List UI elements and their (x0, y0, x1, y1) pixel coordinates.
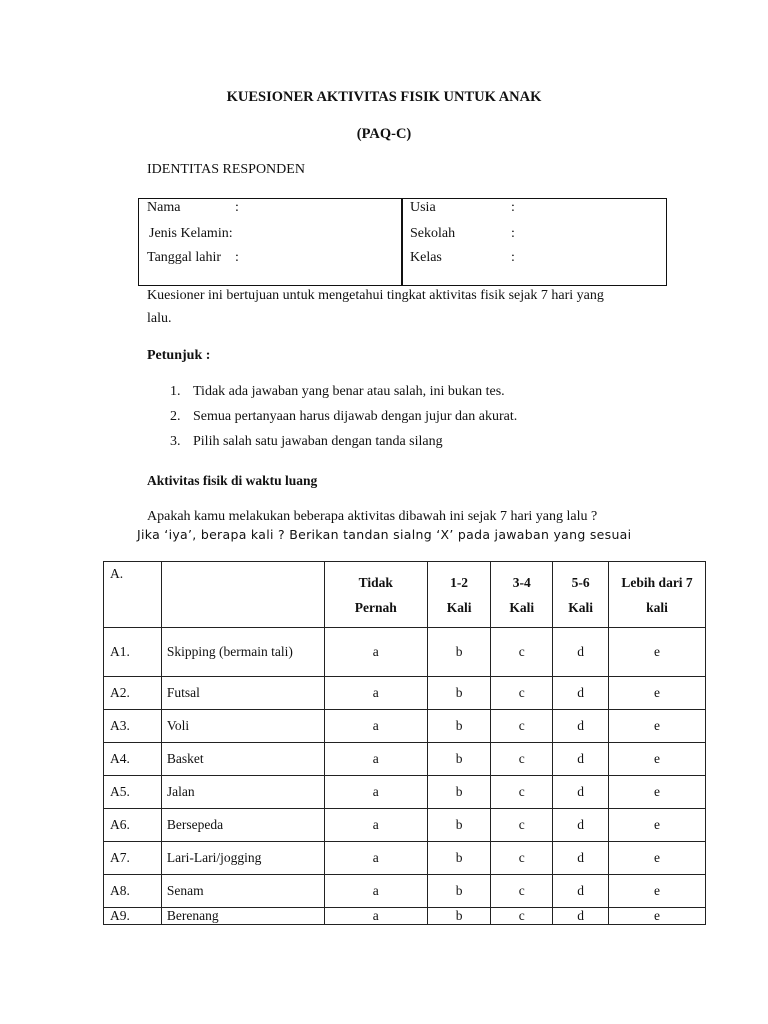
option-d-cell[interactable]: d (553, 677, 609, 710)
header-activity-cell (161, 562, 324, 628)
gender-label: Jenis Kelamin: (149, 226, 233, 241)
header-bottom: Kali (509, 599, 535, 615)
row-activity: Voli (161, 710, 324, 743)
instruction-number: 2. (170, 409, 181, 424)
header-bottom: Kali (568, 599, 594, 615)
option-e-cell[interactable]: e (609, 809, 706, 842)
section-a-question-2: Jika ‘iya’, berapa kali ? Berikan tandan sialng ‘X’ pada jawaban yang sesuai (137, 527, 632, 542)
row-activity: Bersepeda (161, 809, 324, 842)
option-a-cell[interactable]: a (324, 809, 427, 842)
row-code: A7. (104, 842, 162, 875)
table-row (104, 710, 706, 743)
option-b-cell[interactable]: b (427, 809, 491, 842)
section-a-question-1: Apakah kamu melakukan beberapa aktivitas dibawah ini sejak 7 hari yang lalu ? (147, 509, 598, 524)
row-activity: Jalan (161, 776, 324, 809)
school-label: Sekolah (410, 226, 456, 241)
option-e-cell[interactable]: e (609, 776, 706, 809)
option-e-cell[interactable]: e (609, 710, 706, 743)
option-b-cell[interactable]: b (427, 875, 491, 908)
row-activity: Basket (161, 743, 324, 776)
row-code: A2. (104, 677, 162, 710)
document-title: KUESIONER AKTIVITAS FISIK UNTUK ANAK (226, 89, 542, 105)
option-c-cell[interactable]: c (491, 842, 553, 875)
option-c-cell[interactable]: c (491, 776, 553, 809)
option-a-cell[interactable]: a (324, 908, 427, 925)
option-d-cell[interactable]: d (553, 710, 609, 743)
header-top: Lebih dari 7 (621, 574, 693, 590)
header-option-b (427, 562, 491, 628)
row-code: A5. (104, 776, 162, 809)
identity-box-divider (401, 199, 403, 285)
option-e-cell[interactable]: e (609, 908, 706, 925)
header-top: 3-4 (512, 574, 531, 590)
name-label: Nama (147, 200, 181, 215)
identity-section-heading: IDENTITAS RESPONDEN (147, 162, 305, 177)
section-a-heading: Aktivitas fisik di waktu luang (147, 473, 318, 488)
option-c-cell[interactable]: c (491, 908, 553, 925)
option-c-cell[interactable]: c (491, 809, 553, 842)
identity-box (138, 198, 667, 286)
table-row (104, 842, 706, 875)
option-b-cell[interactable]: b (427, 776, 491, 809)
option-a-cell[interactable]: a (324, 628, 427, 677)
option-d-cell[interactable]: d (553, 809, 609, 842)
birthdate-label: Tanggal lahir (147, 250, 222, 265)
option-c-cell[interactable]: c (491, 628, 553, 677)
instruction-text: Tidak ada jawaban yang benar atau salah, ini bukan tes. (193, 384, 505, 399)
row-activity: Futsal (161, 677, 324, 710)
header-option-d (553, 562, 609, 628)
school-colon: : (511, 226, 515, 241)
header-bottom: kali (646, 599, 668, 615)
option-b-cell[interactable]: b (427, 628, 491, 677)
instruction-text: Pilih salah satu jawaban dengan tanda silang (193, 434, 443, 449)
document-subtitle: (PAQ-C) (356, 126, 412, 142)
row-code: A9. (104, 908, 162, 925)
instruction-item (170, 409, 517, 425)
option-a-cell[interactable]: a (324, 842, 427, 875)
header-bottom: Kali (446, 599, 472, 615)
option-b-cell[interactable]: b (427, 743, 491, 776)
option-a-cell[interactable]: a (324, 776, 427, 809)
option-a-cell[interactable]: a (324, 743, 427, 776)
table-row (104, 743, 706, 776)
age-colon: : (511, 200, 515, 215)
option-b-cell[interactable]: b (427, 842, 491, 875)
row-activity: Lari-Lari/jogging (161, 842, 324, 875)
row-activity: Skipping (bermain tali) (161, 628, 324, 677)
table-row (104, 677, 706, 710)
option-d-cell[interactable]: d (553, 842, 609, 875)
option-d-cell[interactable]: d (553, 743, 609, 776)
option-b-cell[interactable]: b (427, 677, 491, 710)
option-c-cell[interactable]: c (491, 710, 553, 743)
option-b-cell[interactable]: b (427, 908, 491, 925)
option-c-cell[interactable]: c (491, 677, 553, 710)
age-label: Usia (410, 200, 436, 215)
option-e-cell[interactable]: e (609, 743, 706, 776)
option-d-cell[interactable]: d (553, 875, 609, 908)
header-option-c (491, 562, 553, 628)
header-option-e (609, 562, 706, 628)
header-code-cell: A. (104, 562, 162, 628)
birthdate-colon: : (235, 250, 239, 265)
option-b-cell[interactable]: b (427, 710, 491, 743)
option-c-cell[interactable]: c (491, 743, 553, 776)
option-e-cell[interactable]: e (609, 677, 706, 710)
row-activity: Berenang (161, 908, 324, 925)
instruction-item (170, 384, 505, 400)
table-row (104, 628, 706, 677)
header-top: 5-6 (571, 574, 590, 590)
row-code: A4. (104, 743, 162, 776)
option-e-cell[interactable]: e (609, 875, 706, 908)
intro-line-2: lalu. (147, 311, 172, 326)
option-e-cell[interactable]: e (609, 628, 706, 677)
header-option-a (324, 562, 427, 628)
option-d-cell[interactable]: d (553, 628, 609, 677)
row-code: A8. (104, 875, 162, 908)
table-row (104, 776, 706, 809)
table-header-row (104, 562, 706, 628)
intro-line-1: Kuesioner ini bertujuan untuk mengetahui tingkat aktivitas fisik sejak 7 hari yang (147, 288, 604, 303)
option-e-cell[interactable]: e (609, 842, 706, 875)
option-d-cell[interactable]: d (553, 776, 609, 809)
instruction-item (170, 434, 443, 450)
instructions-heading: Petunjuk : (147, 348, 211, 363)
class-label: Kelas (410, 250, 442, 265)
row-code: A1. (104, 628, 162, 677)
table-row (104, 908, 706, 925)
option-a-cell[interactable]: a (324, 677, 427, 710)
header-top: 1-2 (450, 574, 469, 590)
row-code: A6. (104, 809, 162, 842)
page-cutoff (0, 926, 768, 1024)
header-top: Tidak (358, 574, 393, 590)
option-c-cell[interactable]: c (491, 875, 553, 908)
class-colon: : (511, 250, 515, 265)
option-d-cell[interactable]: d (553, 908, 609, 925)
row-activity: Senam (161, 875, 324, 908)
option-a-cell[interactable]: a (324, 875, 427, 908)
row-code: A3. (104, 710, 162, 743)
activity-table (103, 561, 706, 925)
instruction-text: Semua pertanyaan harus dijawab dengan jujur dan akurat. (193, 409, 518, 424)
instruction-number: 3. (170, 434, 181, 449)
table-row (104, 809, 706, 842)
option-a-cell[interactable]: a (324, 710, 427, 743)
header-bottom: Pernah (354, 599, 397, 615)
name-colon: : (235, 200, 239, 215)
instruction-number: 1. (170, 384, 181, 399)
table-row (104, 875, 706, 908)
